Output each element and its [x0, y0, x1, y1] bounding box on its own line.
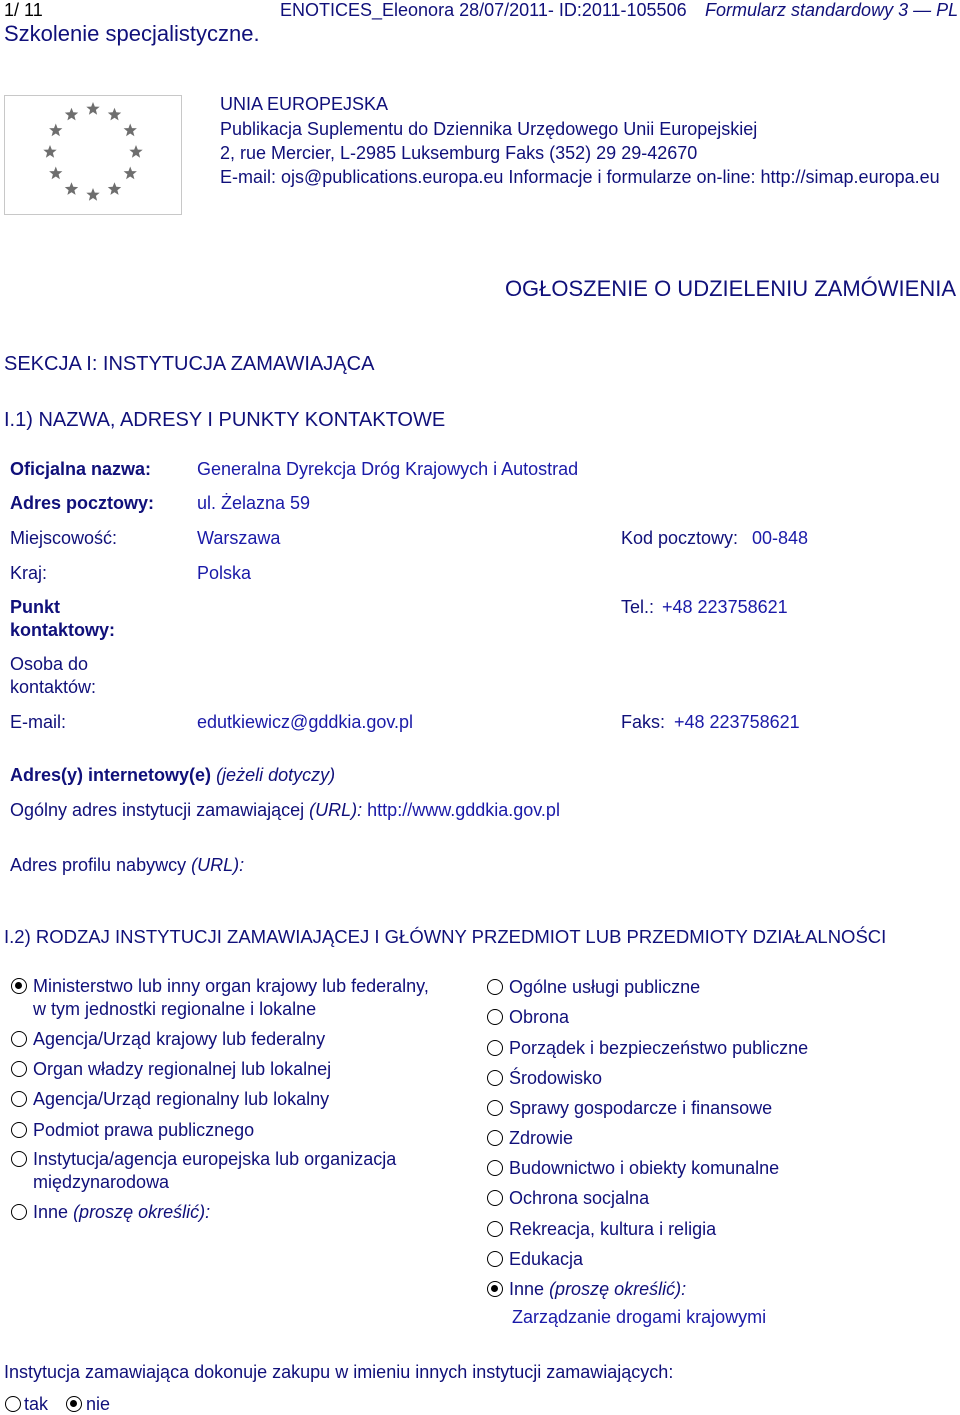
eu-star-icon: [43, 145, 56, 158]
main-activity-option-label: Edukacja: [509, 1249, 584, 1269]
fax-label: Faks:: [621, 712, 666, 732]
authority-type-option-label: Agencja/Urząd regionalny lub lokalny: [33, 1089, 330, 1109]
authority-type-option-label-line2: w tym jednostki regionalne i lokalne: [33, 999, 317, 1019]
authority-type-option-radio[interactable]: [11, 1061, 27, 1077]
authority-type-option-radio[interactable]: [11, 1122, 27, 1138]
eu-star-icon: [49, 124, 62, 137]
main-activity-option-radio[interactable]: [487, 1160, 503, 1176]
main-activity-option-radio[interactable]: [487, 1009, 503, 1025]
main-activity-option-radio[interactable]: [487, 1070, 503, 1086]
main-activity-option-radio[interactable]: [487, 1281, 503, 1297]
general-url-row: [10, 799, 560, 821]
general-url-tag: (URL):: [309, 800, 363, 820]
main-activity-option-label: Budownictwo i obiekty komunalne: [509, 1158, 780, 1178]
country-label: Kraj:: [10, 563, 48, 583]
main-activity-option-label: Środowisko: [509, 1068, 603, 1088]
other-activity-value: Zarządzanie drogami krajowymi: [512, 1307, 767, 1327]
city-label: Miejscowość:: [10, 528, 118, 548]
eu-contact: E-mail: ojs@publications.europa.eu Informacje i formularze on-line: http://simap.europa.eu: [220, 167, 940, 187]
authority-type-option-label: Agencja/Urząd krajowy lub federalny: [33, 1029, 326, 1049]
behalf-question: Instytucja zamawiająca dokonuje zakupu w imieniu innych instytucji zamawiających:: [4, 1362, 674, 1382]
internet-heading-note: (jeżeli dotyczy): [216, 765, 336, 785]
behalf-yes-label: tak: [24, 1394, 49, 1414]
authority-type-option-label: Inne (proszę określić):: [33, 1202, 211, 1222]
behalf-no-radio[interactable]: [66, 1396, 82, 1412]
authority-type-option-label: Instytucja/agencja europejska lub organizacja: [33, 1149, 397, 1169]
city-value: Warszawa: [197, 528, 281, 548]
contact-person-label-1: Osoba do: [10, 654, 89, 674]
eu-logo: [4, 95, 182, 215]
notice-title: OGŁOSZENIE O UDZIELENIU ZAMÓWIENIA: [504, 276, 956, 301]
main-activity-option-radio[interactable]: [487, 1221, 503, 1237]
general-url-label: Ogólny adres instytucji zamawiającej: [10, 800, 305, 820]
tel-label: Tel.:: [621, 597, 655, 617]
main-activity-option-label: Ogólne usługi publiczne: [509, 977, 701, 997]
eu-star-icon: [86, 188, 99, 201]
postal-address-value: ul. Żelazna 59: [197, 493, 311, 513]
contact-person-label-2: kontaktów:: [10, 677, 97, 697]
profile-url-tag: (URL):: [191, 855, 245, 875]
eu-star-icon: [65, 182, 78, 195]
authority-type-option-label: Ministerstwo lub inny organ krajowy lub federalny,: [33, 976, 429, 996]
eu-star-icon: [108, 108, 121, 121]
authority-type-option-radio[interactable]: [11, 1151, 27, 1167]
internet-heading: [10, 764, 335, 786]
eu-name: UNIA EUROPEJSKA: [220, 94, 389, 114]
main-activity-option-label: Ochrona socjalna: [509, 1188, 650, 1208]
main-activity-option-label: Inne (proszę określić):: [509, 1279, 687, 1299]
postcode-value: 00-848: [752, 528, 809, 548]
country-value: Polska: [197, 563, 252, 583]
profile-url-label: Adres profilu nabywcy: [10, 855, 187, 875]
contact-point-label-2: kontaktowy:: [10, 620, 116, 640]
authority-type-option-label: Podmiot prawa publicznego: [33, 1120, 255, 1140]
subsection-1-heading: I.1) NAZWA, ADRESY I PUNKTY KONTAKTOWE: [4, 409, 446, 431]
notice-id: ENOTICES_Eleonora 28/07/2011- ID:2011-105506: [280, 0, 687, 20]
internet-heading-label: Adres(y) internetowy(e): [10, 765, 212, 785]
main-activity-option-label: Obrona: [509, 1007, 570, 1027]
main-activity-option-radio[interactable]: [487, 1100, 503, 1116]
page-number: 1/ 11: [4, 0, 43, 20]
postcode-label: Kod pocztowy:: [621, 528, 739, 548]
eu-stars-icon: [5, 96, 181, 214]
official-name-value: Generalna Dyrekcja Dróg Krajowych i Autostrad: [197, 459, 579, 479]
main-activity-option-label: Zdrowie: [509, 1128, 574, 1148]
form-type: Formularz standardowy 3 — PL: [705, 0, 959, 20]
eu-address: 2, rue Mercier, L-2985 Luksemburg Faks (352) 29 29-42670: [220, 143, 698, 163]
subsection-2-heading: I.2) RODZAJ INSTYTUCJI ZAMAWIAJĄCEJ I GŁÓWNY PRZEDMIOT LUB PRZEDMIOTY DZIAŁALNOŚCI: [4, 926, 887, 947]
main-activity-option-radio[interactable]: [487, 979, 503, 995]
eu-star-icon: [124, 167, 137, 180]
fax-value: +48 223758621: [674, 712, 800, 732]
authority-type-option-label: Organ władzy regionalnej lub lokalnej: [33, 1059, 332, 1079]
eu-star-icon: [86, 102, 99, 115]
authority-type-option-radio[interactable]: [11, 1091, 27, 1107]
eu-star-icon: [108, 182, 121, 195]
general-url-link[interactable]: http://www.gddkia.gov.pl: [367, 800, 560, 820]
eu-star-icon: [124, 124, 137, 137]
authority-type-option-radio[interactable]: [11, 1031, 27, 1047]
behalf-yes-radio[interactable]: [5, 1396, 21, 1412]
section-heading: SEKCJA I: INSTYTUCJA ZAMAWIAJĄCA: [4, 353, 375, 375]
main-activity-option-radio[interactable]: [487, 1130, 503, 1146]
eu-star-icon: [49, 167, 62, 180]
authority-type-option-radio[interactable]: [11, 978, 27, 994]
main-activity-option-radio[interactable]: [487, 1251, 503, 1267]
main-activity-option-radio[interactable]: [487, 1190, 503, 1206]
email-value[interactable]: edutkiewicz@gddkia.gov.pl: [197, 712, 414, 732]
authority-type-option-label-line2: międzynarodowa: [33, 1172, 170, 1192]
authority-type-option-radio[interactable]: [11, 1204, 27, 1220]
behalf-no-label: nie: [86, 1394, 111, 1414]
tel-value: +48 223758621: [662, 597, 788, 617]
profile-url-row: [10, 854, 244, 876]
main-activity-option-label: Porządek i bezpieczeństwo publiczne: [509, 1038, 809, 1058]
official-name-label: Oficjalna nazwa:: [10, 459, 152, 479]
main-activity-option-label: Rekreacja, kultura i religia: [509, 1219, 717, 1239]
main-activity-option-label: Sprawy gospodarcze i finansowe: [509, 1098, 773, 1118]
email-label: E-mail:: [10, 712, 67, 732]
postal-address-label: Adres pocztowy:: [10, 493, 155, 513]
training-title: Szkolenie specjalistyczne.: [4, 21, 260, 46]
main-activity-option-radio[interactable]: [487, 1040, 503, 1056]
contact-point-label-1: Punkt: [10, 597, 61, 617]
eu-publication: Publikacja Suplementu do Dziennika Urzędowego Unii Europejskiej: [220, 119, 758, 139]
eu-star-icon: [129, 145, 142, 158]
eu-star-icon: [65, 108, 78, 121]
